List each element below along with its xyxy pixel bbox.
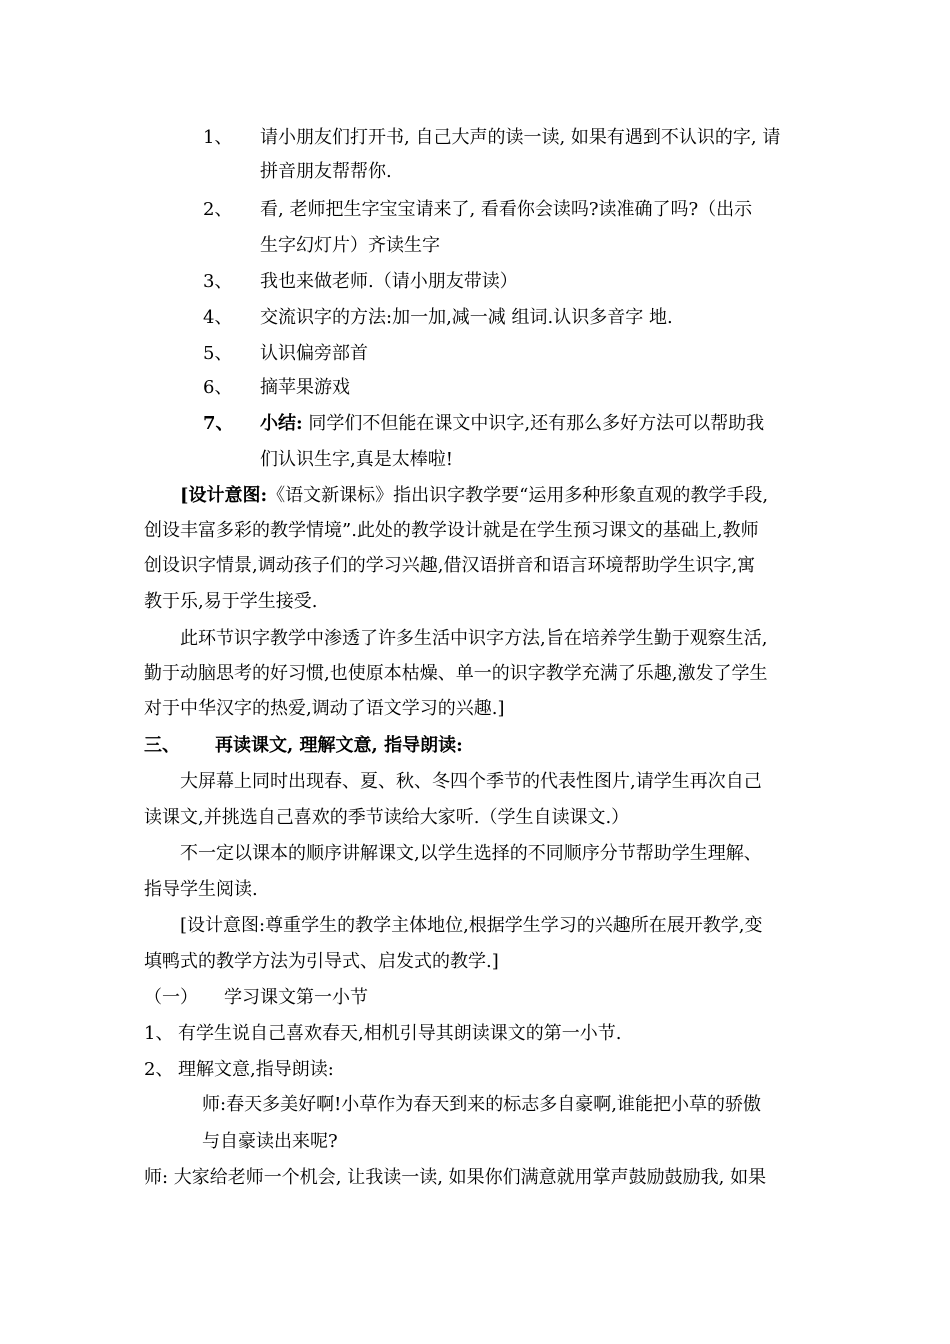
teacher-line: 与自豪读出来呢? xyxy=(202,1131,338,1152)
step-text: 认识偏旁部首 xyxy=(260,343,368,364)
paragraph-line: 读课文,并挑选自己喜欢的季节读给大家听.（学生自读课文.） xyxy=(144,807,630,828)
step-text: 我也来做老师.（请小朋友带读） xyxy=(260,271,518,292)
paragraph-line: [设计意图:尊重学生的教学主体地位,根据学生学习的兴趣所在展开教学,变 xyxy=(180,915,763,936)
paragraph-line: 此环节识字教学中渗透了许多生活中识字方法,旨在培养学生勤于观察生活, xyxy=(180,628,768,649)
step-number: 7、 xyxy=(203,413,234,434)
step-number: 6、 xyxy=(203,377,233,398)
paragraph-line: 大屏幕上同时出现春、夏、秋、冬四个季节的代表性图片,请学生再次自己 xyxy=(180,771,762,792)
step-text: 们认识生字,真是太棒啦! xyxy=(260,449,453,470)
step-text: 拼音朋友帮帮你. xyxy=(260,161,392,182)
teacher-line: 师: 大家给老师一个机会, 让我读一读, 如果你们满意就用掌声鼓励鼓励我, 如果 xyxy=(144,1167,767,1188)
item-number: 2、 xyxy=(144,1059,174,1080)
paragraph-line: 不一定以课本的顺序讲解课文,以学生选择的不同顺序分节帮助学生理解、 xyxy=(180,843,762,864)
summary-line xyxy=(260,412,764,436)
paragraph-line: 指导学生阅读. xyxy=(144,879,258,900)
paragraph-line: 教于乐,易于学生接受. xyxy=(144,591,318,612)
subsection-title: 学习课文第一小节 xyxy=(224,987,368,1008)
summary-label: 小结: xyxy=(260,413,303,434)
design-intent-label: [设计意图: xyxy=(180,485,268,506)
summary-text: 同学们不但能在课文中识字,还有那么多好方法可以帮助我 xyxy=(302,413,765,434)
step-text: 看, 老师把生字宝宝请来了, 看看你会读吗?读准确了吗?（出示 xyxy=(260,199,753,220)
step-number: 3、 xyxy=(203,271,233,292)
step-number: 5、 xyxy=(203,343,233,364)
teacher-line: 师:春天多美好啊!小草作为春天到来的标志多自豪啊,谁能把小草的骄傲 xyxy=(202,1094,762,1115)
design-intent-text: 《语文新课标》指出识字教学要“运用多种形象直观的教学手段, xyxy=(267,485,769,506)
step-text: 摘苹果游戏 xyxy=(260,377,350,398)
item-text: 有学生说自己喜欢春天,相机引导其朗读课文的第一小节. xyxy=(178,1023,622,1044)
section-title: 再读课文, 理解文意, 指导朗读: xyxy=(215,735,463,756)
step-text: 请小朋友们打开书, 自己大声的读一读, 如果有遇到不认识的字, 请 xyxy=(260,127,781,148)
step-number: 4、 xyxy=(203,307,233,328)
item-text: 理解文意,指导朗读: xyxy=(178,1059,334,1080)
section-number: 三、 xyxy=(144,735,180,756)
step-number: 2、 xyxy=(203,199,233,220)
paragraph-line: 创设丰富多彩的教学情境”.此处的教学设计就是在学生预习课文的基础上,教师 xyxy=(144,520,759,541)
paragraph-line: 创设识字情景,调动孩子们的学习兴趣,借汉语拼音和语言环境帮助学生识字,寓 xyxy=(144,555,756,576)
paragraph-line: 对于中华汉字的热爱,调动了语文学习的兴趣.] xyxy=(144,698,505,719)
design-intent-line xyxy=(180,484,768,508)
step-text: 生字幻灯片）齐读生字 xyxy=(260,235,440,256)
paragraph-line: 填鸭式的教学方法为引导式、启发式的教学.] xyxy=(144,951,499,972)
subsection-number: （一） xyxy=(144,987,198,1008)
step-text: 交流识字的方法:加一加,减一减 组词.认识多音字 地. xyxy=(260,307,673,328)
paragraph-line: 勤于动脑思考的好习惯,也使原本枯燥、单一的识字教学充满了乐趣,激发了学生 xyxy=(144,663,768,684)
item-number: 1、 xyxy=(144,1023,174,1044)
step-number: 1、 xyxy=(203,127,233,148)
